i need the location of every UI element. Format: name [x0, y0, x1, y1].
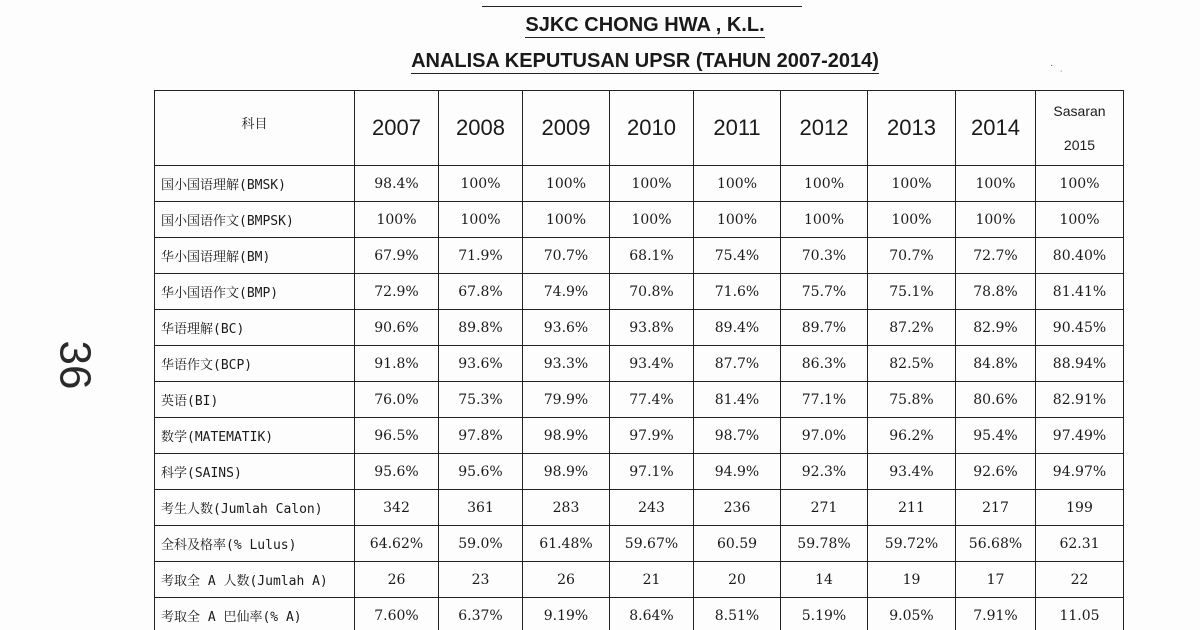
value-cell: 100%: [694, 202, 781, 238]
value-cell: 72.9%: [355, 274, 439, 310]
value-cell: 100%: [610, 166, 694, 202]
value-cell: 100%: [523, 166, 610, 202]
value-cell: 80.6%: [956, 382, 1036, 418]
value-cell: 59.0%: [439, 526, 523, 562]
value-cell: 74.9%: [523, 274, 610, 310]
value-cell: 98.4%: [355, 166, 439, 202]
target-value-cell: 88.94%: [1036, 346, 1124, 382]
value-cell: 14: [781, 562, 868, 598]
value-cell: 75.8%: [868, 382, 956, 418]
target-value-cell: 80.40%: [1036, 238, 1124, 274]
scan-speck: ˙: [1060, 70, 1064, 81]
value-cell: 90.6%: [355, 310, 439, 346]
value-cell: 98.9%: [523, 418, 610, 454]
value-cell: 70.8%: [610, 274, 694, 310]
value-cell: 71.9%: [439, 238, 523, 274]
value-cell: 95.6%: [355, 454, 439, 490]
value-cell: 361: [439, 490, 523, 526]
value-cell: 79.9%: [523, 382, 610, 418]
value-cell: 97.8%: [439, 418, 523, 454]
table-row: [155, 346, 1124, 382]
school-title: SJKC CHONG HWA , K.L.: [525, 14, 765, 36]
value-cell: 89.4%: [694, 310, 781, 346]
value-cell: 71.6%: [694, 274, 781, 310]
value-cell: 59.67%: [610, 526, 694, 562]
target-column-header: [1036, 91, 1124, 166]
value-cell: 59.78%: [781, 526, 868, 562]
value-cell: 97.9%: [610, 418, 694, 454]
value-cell: 97.0%: [781, 418, 868, 454]
target-value-cell: 90.45%: [1036, 310, 1124, 346]
value-cell: 91.8%: [355, 346, 439, 382]
target-value-cell: 81.41%: [1036, 274, 1124, 310]
value-cell: 87.2%: [868, 310, 956, 346]
value-cell: 76.0%: [355, 382, 439, 418]
value-cell: 211: [868, 490, 956, 526]
value-cell: 95.6%: [439, 454, 523, 490]
subject-cell: 考取全 A 巴仙率(% A): [155, 598, 355, 630]
value-cell: 59.72%: [868, 526, 956, 562]
year-header: 2007: [355, 91, 439, 166]
subject-cell: 华语作文(BCP): [155, 346, 355, 382]
results-table: [154, 90, 1124, 630]
scan-speck: ·: [1050, 60, 1054, 71]
subject-cell: 华小国语作文(BMP): [155, 274, 355, 310]
value-cell: 8.51%: [694, 598, 781, 630]
value-cell: 86.3%: [781, 346, 868, 382]
value-cell: 64.62%: [355, 526, 439, 562]
value-cell: 67.9%: [355, 238, 439, 274]
table-row: [155, 418, 1124, 454]
year-header: 2010: [610, 91, 694, 166]
subject-column-header: 科目: [155, 91, 355, 166]
value-cell: 5.19%: [781, 598, 868, 630]
value-cell: 100%: [781, 166, 868, 202]
subject-cell: 国小国语作文(BMPSK): [155, 202, 355, 238]
value-cell: 82.5%: [868, 346, 956, 382]
target-value-cell: 62.31: [1036, 526, 1124, 562]
value-cell: 93.3%: [523, 346, 610, 382]
value-cell: 100%: [781, 202, 868, 238]
value-cell: 81.4%: [694, 382, 781, 418]
value-cell: 67.8%: [439, 274, 523, 310]
value-cell: 75.7%: [781, 274, 868, 310]
value-cell: 26: [355, 562, 439, 598]
value-cell: 78.8%: [956, 274, 1036, 310]
value-cell: 56.68%: [956, 526, 1036, 562]
table-row: [155, 274, 1124, 310]
target-value-cell: 100%: [1036, 202, 1124, 238]
header-row: [155, 91, 1124, 166]
value-cell: 98.7%: [694, 418, 781, 454]
table-row: [155, 526, 1124, 562]
value-cell: 9.05%: [868, 598, 956, 630]
cropped-heading-line: [482, 0, 802, 7]
target-value-cell: 97.49%: [1036, 418, 1124, 454]
value-cell: 100%: [439, 166, 523, 202]
target-value-cell: 82.91%: [1036, 382, 1124, 418]
value-cell: 100%: [439, 202, 523, 238]
value-cell: 271: [781, 490, 868, 526]
value-cell: 93.6%: [439, 346, 523, 382]
value-cell: 100%: [956, 166, 1036, 202]
subject-cell: 考生人数(Jumlah Calon): [155, 490, 355, 526]
target-label: Sasaran: [1053, 103, 1106, 119]
value-cell: 97.1%: [610, 454, 694, 490]
table-row: [155, 310, 1124, 346]
value-cell: 6.37%: [439, 598, 523, 630]
value-cell: 95.4%: [956, 418, 1036, 454]
value-cell: 283: [523, 490, 610, 526]
table-body: [155, 166, 1124, 630]
target-value-cell: 100%: [1036, 166, 1124, 202]
value-cell: 100%: [956, 202, 1036, 238]
year-header: 2011: [694, 91, 781, 166]
value-cell: 342: [355, 490, 439, 526]
value-cell: 60.59: [694, 526, 781, 562]
value-cell: 100%: [868, 166, 956, 202]
value-cell: 92.6%: [956, 454, 1036, 490]
target-year: 2015: [1063, 137, 1096, 153]
value-cell: 26: [523, 562, 610, 598]
value-cell: 100%: [610, 202, 694, 238]
value-cell: 217: [956, 490, 1036, 526]
value-cell: 7.91%: [956, 598, 1036, 630]
value-cell: 100%: [868, 202, 956, 238]
subject-cell: 数学(MATEMATIK): [155, 418, 355, 454]
value-cell: 82.9%: [956, 310, 1036, 346]
subject-cell: 华小国语理解(BM): [155, 238, 355, 274]
year-header: 2009: [523, 91, 610, 166]
value-cell: 98.9%: [523, 454, 610, 490]
value-cell: 17: [956, 562, 1036, 598]
table-row: [155, 202, 1124, 238]
value-cell: 75.1%: [868, 274, 956, 310]
subject-cell: 全科及格率(% Lulus): [155, 526, 355, 562]
value-cell: 68.1%: [610, 238, 694, 274]
value-cell: 236: [694, 490, 781, 526]
value-cell: 93.4%: [610, 346, 694, 382]
value-cell: 94.9%: [694, 454, 781, 490]
value-cell: 243: [610, 490, 694, 526]
value-cell: 70.7%: [523, 238, 610, 274]
value-cell: 77.4%: [610, 382, 694, 418]
value-cell: 87.7%: [694, 346, 781, 382]
year-header: 2013: [868, 91, 956, 166]
analysis-title: ANALISA KEPUTUSAN UPSR (TAHUN 2007-2014): [411, 50, 879, 72]
value-cell: 93.6%: [523, 310, 610, 346]
table-row: [155, 382, 1124, 418]
value-cell: 23: [439, 562, 523, 598]
value-cell: 84.8%: [956, 346, 1036, 382]
value-cell: 100%: [523, 202, 610, 238]
table-row: [155, 454, 1124, 490]
value-cell: 93.4%: [868, 454, 956, 490]
table-row: [155, 490, 1124, 526]
value-cell: 100%: [694, 166, 781, 202]
value-cell: 7.60%: [355, 598, 439, 630]
table-row: [155, 238, 1124, 274]
value-cell: 89.7%: [781, 310, 868, 346]
value-cell: 20: [694, 562, 781, 598]
table-row: [155, 166, 1124, 202]
subject-cell: 科学(SAINS): [155, 454, 355, 490]
subject-cell: 考取全 A 人数(Jumlah A): [155, 562, 355, 598]
page-number-mark: 36: [50, 340, 100, 390]
value-cell: 70.7%: [868, 238, 956, 274]
target-value-cell: 94.97%: [1036, 454, 1124, 490]
target-value-cell: 11.05: [1036, 598, 1124, 630]
value-cell: 92.3%: [781, 454, 868, 490]
value-cell: 77.1%: [781, 382, 868, 418]
value-cell: 75.4%: [694, 238, 781, 274]
year-header: 2012: [781, 91, 868, 166]
value-cell: 96.5%: [355, 418, 439, 454]
target-value-cell: 22: [1036, 562, 1124, 598]
value-cell: 70.3%: [781, 238, 868, 274]
table-row: [155, 562, 1124, 598]
table-row: [155, 598, 1124, 630]
value-cell: 75.3%: [439, 382, 523, 418]
value-cell: 72.7%: [956, 238, 1036, 274]
value-cell: 19: [868, 562, 956, 598]
value-cell: 9.19%: [523, 598, 610, 630]
subject-cell: 国小国语理解(BMSK): [155, 166, 355, 202]
subject-cell: 华语理解(BC): [155, 310, 355, 346]
value-cell: 21: [610, 562, 694, 598]
subject-cell: 英语(BI): [155, 382, 355, 418]
value-cell: 8.64%: [610, 598, 694, 630]
year-header: 2008: [439, 91, 523, 166]
value-cell: 61.48%: [523, 526, 610, 562]
year-header: 2014: [956, 91, 1036, 166]
value-cell: 100%: [355, 202, 439, 238]
target-value-cell: 199: [1036, 490, 1124, 526]
value-cell: 93.8%: [610, 310, 694, 346]
value-cell: 96.2%: [868, 418, 956, 454]
value-cell: 89.8%: [439, 310, 523, 346]
